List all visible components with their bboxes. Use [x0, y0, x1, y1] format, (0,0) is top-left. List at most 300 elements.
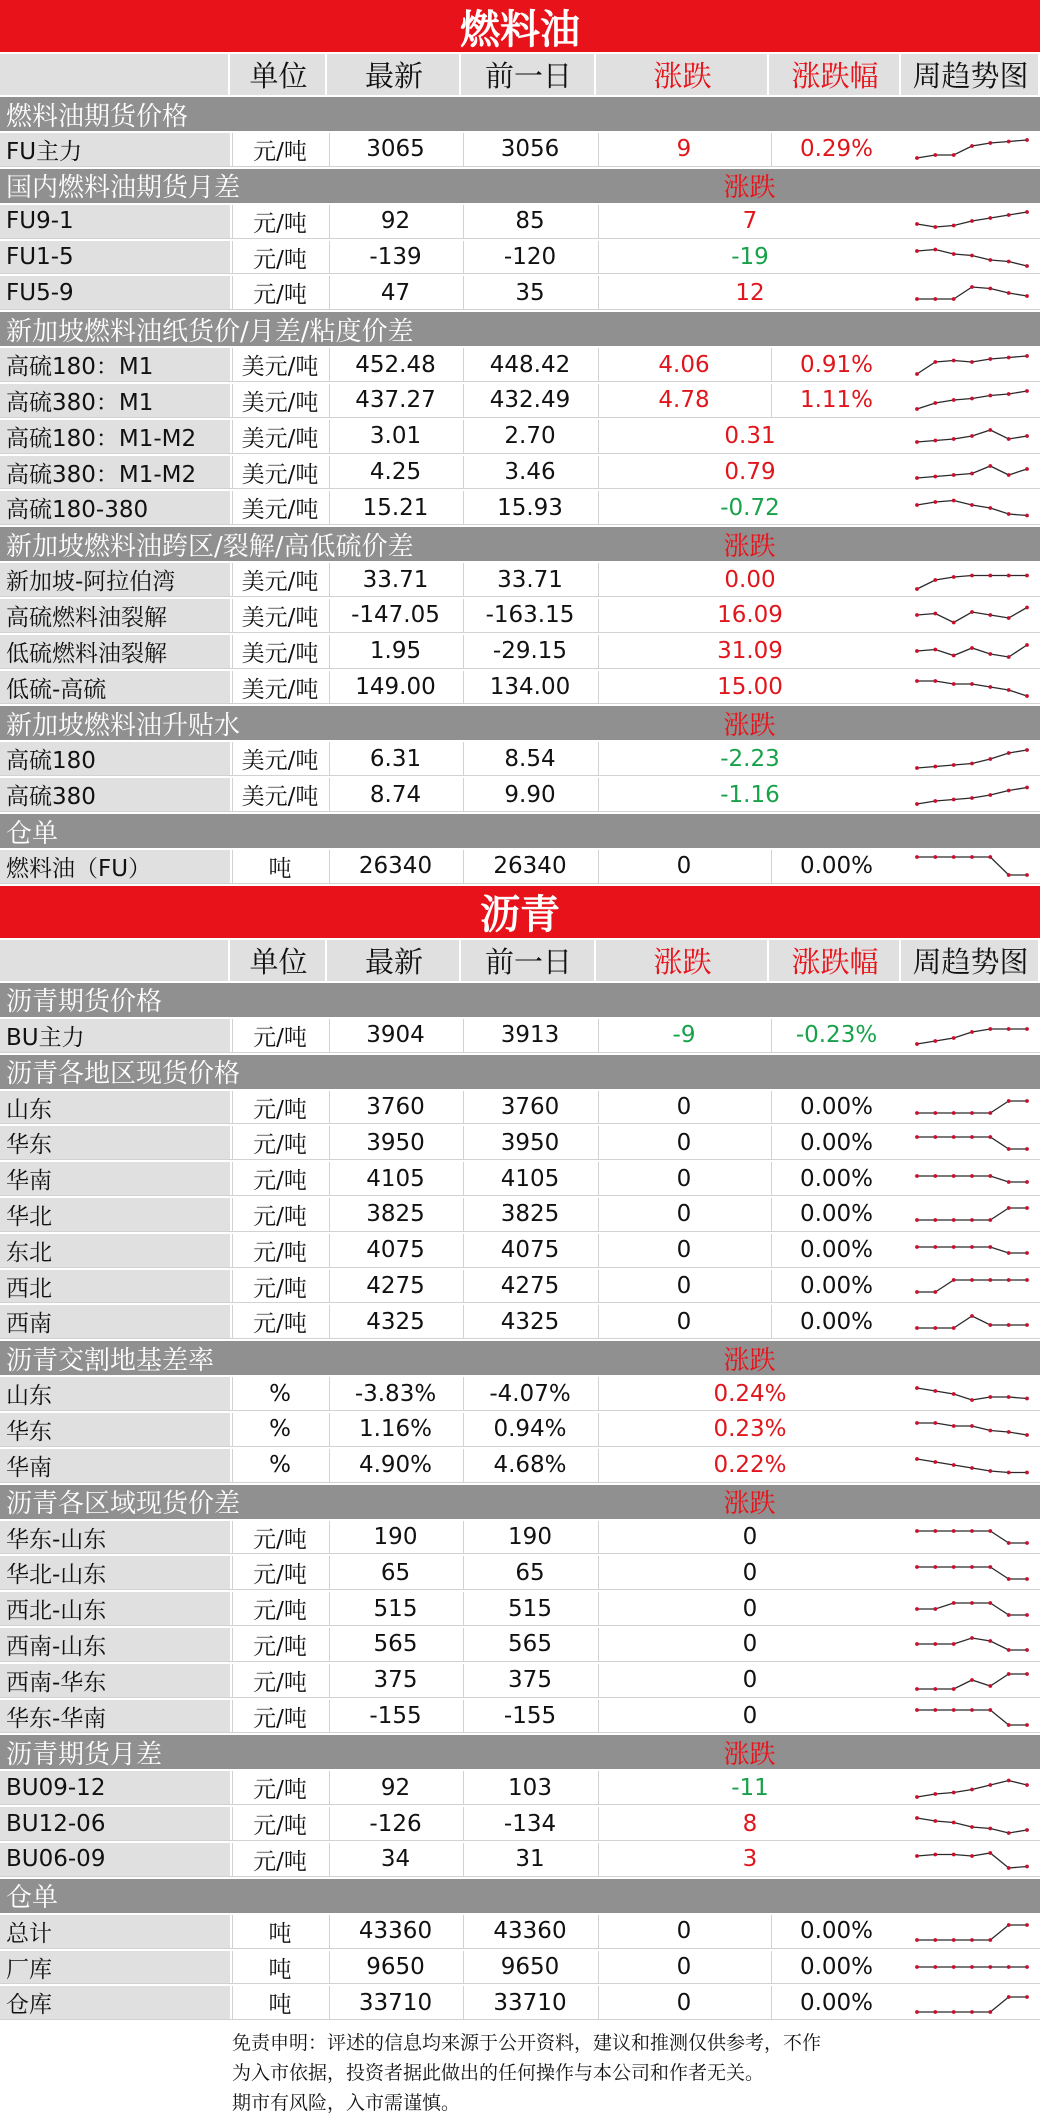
- row-prev: -29.15: [463, 635, 596, 668]
- trend-point: [1006, 1395, 1010, 1399]
- row-prev: 26340: [463, 850, 596, 883]
- row-trend-cell: [903, 635, 1040, 668]
- trend-point: [951, 252, 955, 256]
- row-change: -2.23: [598, 742, 901, 775]
- trend-point: [951, 855, 955, 859]
- row-prev: 565: [463, 1628, 596, 1661]
- banner-title: 沥青: [480, 891, 560, 938]
- trend-point: [933, 439, 937, 443]
- row-name: 低硫燃料油裂解: [0, 635, 230, 668]
- row-prev: 31: [463, 1843, 596, 1876]
- row-change: 0: [598, 1198, 769, 1231]
- row-unit: %: [232, 1413, 327, 1446]
- trend-point: [970, 1601, 974, 1605]
- row-unit: 元/吨: [232, 241, 327, 274]
- trend-point: [988, 1395, 992, 1399]
- row-name: 西南: [0, 1305, 230, 1338]
- trend-sparkline: [913, 1952, 1031, 1982]
- trend-point: [915, 1687, 919, 1691]
- row-change: 0.00: [598, 563, 901, 596]
- row-latest: 33710: [329, 1986, 461, 2019]
- trend-point: [933, 679, 937, 683]
- trend-point: [915, 2010, 919, 2014]
- trend-sparkline: [913, 1128, 1031, 1158]
- row-trend-cell: [903, 1305, 1040, 1338]
- row-latest: 4.90%: [329, 1449, 461, 1482]
- header-prev: 前一日: [463, 54, 596, 95]
- trend-sparkline: [913, 1020, 1031, 1050]
- row-unit: 美元/吨: [232, 384, 327, 417]
- row-prev: 85: [463, 205, 596, 238]
- row-change: 4.06: [598, 348, 769, 381]
- trend-point: [951, 1708, 955, 1712]
- section-banner: [0, 886, 1040, 938]
- trend-point: [988, 506, 992, 510]
- trend-point: [933, 1421, 937, 1425]
- group-header-row: [0, 1735, 1040, 1769]
- trend-line: [917, 575, 1027, 589]
- trend-point: [933, 799, 937, 803]
- trend-point: [970, 1965, 974, 1969]
- row-latest: 190: [329, 1521, 461, 1554]
- row-unit: 元/吨: [232, 1091, 327, 1124]
- group-title: 沥青各地区现货价格: [6, 1059, 241, 1089]
- row-name: 华北-山东: [0, 1556, 230, 1589]
- group-title: 国内燃料油期货月差: [6, 173, 241, 203]
- row-unit: 元/吨: [232, 276, 327, 309]
- trend-point: [933, 578, 937, 582]
- trend-point: [933, 401, 937, 405]
- trend-point: [915, 1218, 919, 1222]
- trend-point: [970, 610, 974, 614]
- trend-point: [1006, 1965, 1010, 1969]
- row-change: 8: [598, 1807, 901, 1840]
- row-trend-cell: [903, 850, 1040, 883]
- trend-point: [915, 1565, 919, 1569]
- row-name: 低硫-高硫: [0, 671, 230, 704]
- group-header-row: [0, 706, 1040, 740]
- group-header-row: [0, 169, 1040, 203]
- row-change: 0: [598, 1305, 769, 1338]
- trend-point: [951, 498, 955, 502]
- row-latest: 149.00: [329, 671, 461, 704]
- trend-sparkline: [913, 1522, 1031, 1552]
- data-row: [0, 1413, 1040, 1447]
- row-name: BU12-06: [0, 1807, 230, 1840]
- row-latest: 515: [329, 1592, 461, 1625]
- row-unit: 元/吨: [232, 1700, 327, 1733]
- trend-sparkline: [913, 1271, 1031, 1301]
- trend-point: [1025, 1723, 1029, 1727]
- row-name: 高硫燃料油裂解: [0, 599, 230, 632]
- trend-point: [951, 398, 955, 402]
- trend-point: [1006, 655, 1010, 659]
- row-change: 0: [598, 1700, 901, 1733]
- trend-sparkline: [913, 600, 1031, 630]
- row-change: 0: [598, 1664, 901, 1697]
- trend-point: [951, 654, 955, 658]
- trend-sparkline: [913, 1414, 1031, 1444]
- row-prev: 432.49: [463, 384, 596, 417]
- trend-point: [1025, 1433, 1029, 1437]
- row-unit: 元/吨: [232, 1843, 327, 1876]
- group-title: 仓单: [6, 818, 59, 848]
- row-name: 华南: [0, 1449, 230, 1482]
- row-trend-cell: [903, 1771, 1040, 1804]
- trend-point: [915, 1174, 919, 1178]
- row-name: 仓库: [0, 1986, 230, 2019]
- trend-point: [951, 1529, 955, 1533]
- row-latest: 43360: [329, 1915, 461, 1948]
- row-trend-cell: [903, 1162, 1040, 1195]
- trend-point: [951, 1245, 955, 1249]
- trend-point: [933, 1389, 937, 1393]
- row-trend-cell: [903, 1843, 1040, 1876]
- row-name: 高硫180: [0, 742, 230, 775]
- trend-point: [933, 153, 937, 157]
- trend-point: [970, 761, 974, 765]
- row-pct: 0.29%: [771, 133, 901, 166]
- trend-point: [951, 1853, 955, 1857]
- trend-line: [917, 1459, 1027, 1473]
- group-title: 新加坡燃料油升贴水: [6, 710, 241, 741]
- data-row: [0, 384, 1040, 418]
- trend-sparkline: [913, 1844, 1031, 1874]
- row-trend-cell: [903, 420, 1040, 453]
- trend-point: [1025, 606, 1029, 610]
- row-latest: 34: [329, 1843, 461, 1876]
- row-change: 0: [598, 850, 769, 883]
- row-prev: 0.94%: [463, 1413, 596, 1446]
- trend-sparkline: [913, 636, 1031, 666]
- trend-sparkline: [913, 780, 1031, 810]
- trend-point: [951, 1392, 955, 1396]
- row-pct: 0.00%: [771, 1162, 901, 1195]
- trend-point: [915, 222, 919, 226]
- trend-point: [933, 1687, 937, 1691]
- trend-point: [951, 1790, 955, 1794]
- trend-point: [933, 1111, 937, 1115]
- trend-sparkline: [913, 1558, 1031, 1588]
- trend-point: [933, 855, 937, 859]
- data-row: [0, 456, 1040, 490]
- trend-sparkline: [913, 1450, 1031, 1480]
- row-prev: 4275: [463, 1270, 596, 1303]
- trend-point: [951, 1965, 955, 1969]
- row-change: 0: [598, 1951, 769, 1984]
- row-pct: 0.00%: [771, 1234, 901, 1267]
- row-change: 0: [598, 1915, 769, 1948]
- trend-point: [1006, 140, 1010, 144]
- trend-point: [933, 248, 937, 252]
- row-unit: 元/吨: [232, 1628, 327, 1661]
- trend-point: [988, 1429, 992, 1433]
- trend-point: [970, 573, 974, 577]
- group-title: 新加坡燃料油跨区/裂解/高低硫价差: [6, 531, 414, 562]
- row-name: 高硫380: [0, 778, 230, 811]
- row-name: 华东-山东: [0, 1521, 230, 1554]
- row-name: 高硫180：M1: [0, 348, 230, 381]
- header-pct: 涨跌幅: [771, 940, 901, 981]
- trend-point: [970, 1636, 974, 1640]
- trend-point: [970, 1678, 974, 1682]
- trend-point: [970, 434, 974, 438]
- trend-sparkline: [913, 1773, 1031, 1803]
- data-row: [0, 1700, 1040, 1734]
- row-prev: -163.15: [463, 599, 596, 632]
- row-prev: 4325: [463, 1305, 596, 1338]
- row-change: 0.79: [598, 456, 901, 489]
- trend-point: [1006, 473, 1010, 477]
- row-latest: 6.31: [329, 742, 461, 775]
- row-prev: 33.71: [463, 563, 596, 596]
- header-latest: 最新: [329, 940, 461, 981]
- trend-point: [988, 428, 992, 432]
- data-row: [0, 1843, 1040, 1877]
- row-unit: 元/吨: [232, 1198, 327, 1231]
- row-latest: 65: [329, 1556, 461, 1589]
- trend-point: [915, 1457, 919, 1461]
- data-row: [0, 1915, 1040, 1949]
- trend-point: [988, 1218, 992, 1222]
- trend-point: [1025, 264, 1029, 268]
- row-latest: 47: [329, 276, 461, 309]
- trend-point: [1025, 1278, 1029, 1282]
- row-latest: 9650: [329, 1951, 461, 1984]
- row-change: 9: [598, 133, 769, 166]
- row-change: 0: [598, 1556, 901, 1589]
- row-change: 0: [598, 1270, 769, 1303]
- trend-point: [1006, 1099, 1010, 1103]
- row-pct: -0.23%: [771, 1019, 901, 1052]
- trend-point: [1006, 392, 1010, 396]
- row-change: -9: [598, 1019, 769, 1052]
- row-prev: -134: [463, 1807, 596, 1840]
- section-banner: [0, 0, 1040, 52]
- row-latest: -155: [329, 1700, 461, 1733]
- row-prev: 3.46: [463, 456, 596, 489]
- row-unit: 美元/吨: [232, 456, 327, 489]
- trend-point: [1025, 1923, 1029, 1927]
- group-header-row: [0, 1879, 1040, 1913]
- trend-point: [988, 286, 992, 290]
- trend-sparkline: [913, 1199, 1031, 1229]
- trend-line: [917, 1925, 1027, 1940]
- row-trend-cell: [903, 491, 1040, 524]
- trend-point: [970, 1218, 974, 1222]
- trend-point: [988, 1111, 992, 1115]
- trend-point: [988, 1851, 992, 1855]
- trend-point: [970, 472, 974, 476]
- trend-point: [1006, 788, 1010, 792]
- row-latest: 3825: [329, 1198, 461, 1231]
- trend-point: [970, 855, 974, 859]
- row-trend-cell: [903, 1126, 1040, 1159]
- trend-point: [933, 1290, 937, 1294]
- row-name: 山东: [0, 1091, 230, 1124]
- trend-point: [915, 476, 919, 480]
- header-trend: 周趋势图: [903, 54, 1040, 95]
- row-name: BU主力: [0, 1019, 230, 1052]
- trend-point: [1025, 1613, 1029, 1617]
- row-prev: -120: [463, 241, 596, 274]
- trend-point: [988, 141, 992, 145]
- row-change: 7: [598, 205, 901, 238]
- trend-sparkline: [913, 672, 1031, 702]
- row-latest: 4325: [329, 1305, 461, 1338]
- trend-line: [917, 1710, 1027, 1725]
- row-latest: 8.74: [329, 778, 461, 811]
- data-row: [0, 742, 1040, 776]
- trend-point: [915, 1607, 919, 1611]
- row-change: 16.09: [598, 599, 901, 632]
- group-header-row: [0, 1055, 1040, 1089]
- row-trend-cell: [903, 1449, 1040, 1482]
- row-trend-cell: [903, 276, 1040, 309]
- row-pct: 0.00%: [771, 1951, 901, 1984]
- group-change-label: 涨跌: [723, 710, 776, 741]
- trend-point: [970, 397, 974, 401]
- trend-sparkline: [913, 421, 1031, 451]
- row-name: 总计: [0, 1915, 230, 1948]
- trend-point: [988, 1639, 992, 1643]
- trend-point: [933, 764, 937, 768]
- disclaimer-line: 为入市依据，投资者据此做出的任何操作与本公司和作者无关。: [232, 2062, 765, 2085]
- trend-point: [1025, 694, 1029, 698]
- trend-point: [915, 1111, 919, 1115]
- trend-point: [951, 1565, 955, 1569]
- row-change: -19: [598, 241, 901, 274]
- trend-point: [988, 258, 992, 262]
- row-name: 华东: [0, 1126, 230, 1159]
- trend-point: [915, 249, 919, 253]
- trend-point: [1006, 1541, 1010, 1545]
- data-row: [0, 1126, 1040, 1160]
- trend-sparkline: [913, 1235, 1031, 1265]
- trend-point: [915, 1854, 919, 1858]
- trend-point: [933, 475, 937, 479]
- trend-point: [915, 1529, 919, 1533]
- row-name: 新加坡-阿拉伯湾: [0, 563, 230, 596]
- trend-point: [988, 216, 992, 220]
- row-name: 厂库: [0, 1951, 230, 1984]
- trend-point: [915, 1326, 919, 1330]
- trend-point: [915, 587, 919, 591]
- trend-point: [970, 682, 974, 686]
- trend-point: [970, 285, 974, 289]
- trend-point: [1025, 294, 1029, 298]
- trend-point: [1006, 616, 1010, 620]
- row-prev: 33710: [463, 1986, 596, 2019]
- row-name: BU09-12: [0, 1771, 230, 1804]
- data-row: [0, 778, 1040, 812]
- group-title: 燃料油期货价格: [6, 101, 189, 131]
- row-change: 3: [598, 1843, 901, 1876]
- row-trend-cell: [903, 563, 1040, 596]
- trend-point: [1006, 1323, 1010, 1327]
- row-unit: 美元/吨: [232, 491, 327, 524]
- row-name: 西南-山东: [0, 1628, 230, 1661]
- row-unit: 元/吨: [232, 1556, 327, 1589]
- row-change: 0: [598, 1521, 901, 1554]
- trend-point: [1006, 1278, 1010, 1282]
- trend-point: [915, 297, 919, 301]
- disclaimer-line: 免责申明：评述的信息均来源于公开资料，建议和推测仅供参考，不作: [232, 2032, 822, 2055]
- trend-point: [970, 144, 974, 148]
- trend-point: [1006, 355, 1010, 359]
- trend-point: [970, 646, 974, 650]
- trend-point: [915, 679, 919, 683]
- row-prev: 448.42: [463, 348, 596, 381]
- trend-point: [951, 1938, 955, 1942]
- trend-point: [951, 297, 955, 301]
- trend-point: [1025, 210, 1029, 214]
- trend-point: [1006, 1613, 1010, 1617]
- row-name: 华东-华南: [0, 1700, 230, 1733]
- trend-sparkline: [913, 385, 1031, 415]
- trend-point: [915, 766, 919, 770]
- row-latest: 375: [329, 1664, 461, 1697]
- trend-point: [933, 297, 937, 301]
- trend-sparkline: [913, 1809, 1031, 1839]
- data-row: [0, 1449, 1040, 1483]
- trend-point: [988, 1135, 992, 1139]
- trend-point: [988, 613, 992, 617]
- row-unit: 美元/吨: [232, 599, 327, 632]
- header-unit: 单位: [232, 54, 327, 95]
- trend-point: [988, 685, 992, 689]
- row-pct: 0.00%: [771, 1305, 901, 1338]
- trend-point: [951, 797, 955, 801]
- trend-point: [933, 1529, 937, 1533]
- data-row: [0, 850, 1040, 884]
- trend-point: [951, 1278, 955, 1282]
- group-change-label: 涨跌: [723, 1489, 776, 1519]
- trend-point: [1006, 1866, 1010, 1870]
- trend-sparkline: [913, 1665, 1031, 1695]
- trend-point: [1006, 873, 1010, 877]
- trend-sparkline: [913, 278, 1031, 308]
- row-trend-cell: [903, 1915, 1040, 1948]
- trend-point: [933, 360, 937, 364]
- row-change: -0.72: [598, 491, 901, 524]
- trend-point: [1006, 1206, 1010, 1210]
- trend-point: [988, 1684, 992, 1688]
- row-prev: 15.93: [463, 491, 596, 524]
- row-prev: 65: [463, 1556, 596, 1589]
- trend-point: [915, 1938, 919, 1942]
- trend-point: [970, 360, 974, 364]
- trend-point: [933, 1938, 937, 1942]
- trend-sparkline: [913, 1988, 1031, 2018]
- trend-point: [951, 1601, 955, 1605]
- row-name: 东北: [0, 1234, 230, 1267]
- row-unit: 元/吨: [232, 1521, 327, 1554]
- data-row: [0, 1592, 1040, 1626]
- trend-point: [951, 682, 955, 686]
- row-trend-cell: [903, 1951, 1040, 1984]
- data-row: [0, 241, 1040, 275]
- row-unit: 元/吨: [232, 1807, 327, 1840]
- row-pct: 1.11%: [771, 384, 901, 417]
- row-unit: 美元/吨: [232, 635, 327, 668]
- data-row: [0, 563, 1040, 597]
- trend-point: [1006, 1923, 1010, 1927]
- row-latest: 4105: [329, 1162, 461, 1195]
- group-title: 沥青各区域现货价差: [6, 1489, 241, 1519]
- trend-point: [1025, 1323, 1029, 1327]
- row-prev: 190: [463, 1521, 596, 1554]
